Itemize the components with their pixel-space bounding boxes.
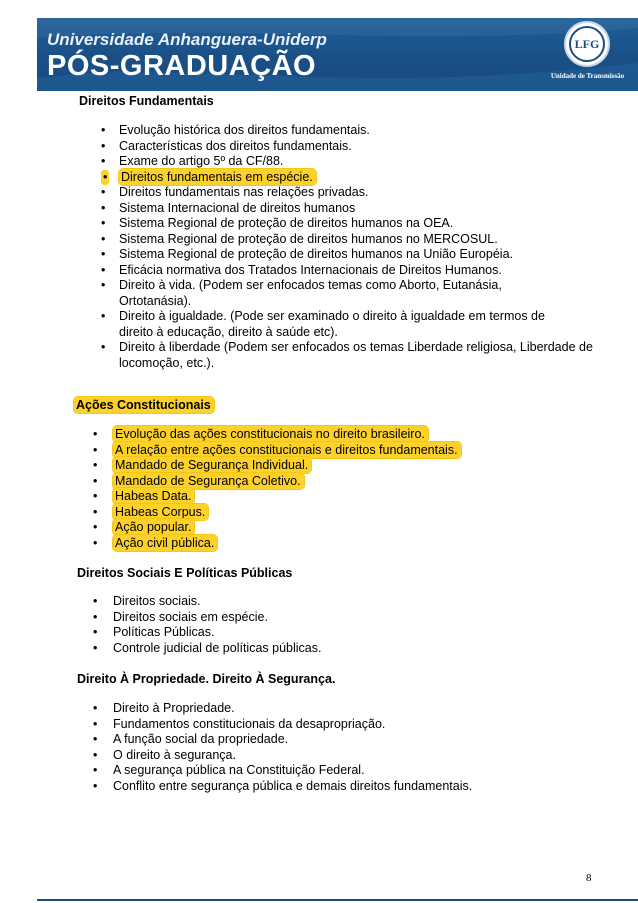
- bullet: •: [93, 701, 98, 715]
- list-item: • Evolução histórica dos direitos fundamentais.: [101, 123, 370, 137]
- section-title-propriedade-seguranca: Direito À Propriedade. Direito À Segurança.: [77, 672, 336, 686]
- list-item: • Direitos sociais.: [93, 594, 201, 608]
- list-item: • O direito à segurança.: [93, 747, 236, 762]
- list-item: • Exame do artigo 5º da CF/88.: [101, 154, 284, 168]
- list-item-highlighted: • Mandado de Segurança Individual.: [113, 458, 593, 474]
- bullet: •: [101, 154, 106, 168]
- bullet: •: [101, 309, 106, 323]
- bullet: •: [93, 427, 98, 441]
- list-item: • A segurança pública na Constituição Federal.: [93, 763, 365, 777]
- list-item: • Direito à liberdade (Podem ser enfocados os temas Liberdade religiosa, Liberdade de locomoção, etc.).: [101, 340, 593, 370]
- list-item: • Controle judicial de políticas públicas.: [93, 640, 322, 655]
- bullet: •: [101, 185, 106, 199]
- list-item: • Conflito entre segurança pública e demais direitos fundamentais.: [93, 778, 473, 793]
- bullet: •: [93, 732, 98, 746]
- bullet: •: [93, 594, 98, 608]
- list-item: • Fundamentos constitucionais da desapropriação.: [93, 716, 386, 731]
- page-number: 8: [586, 872, 592, 884]
- bullet: •: [101, 262, 106, 277]
- bullet: •: [101, 340, 106, 354]
- list-item: • Sistema Regional de proteção de direitos humanos na União Européia.: [101, 247, 513, 261]
- bullet: •: [93, 535, 98, 550]
- list-item-highlighted: • Habeas Data.: [113, 489, 593, 505]
- bullet: •: [101, 231, 106, 246]
- bullet: •: [93, 763, 98, 777]
- list-propriedade-seguranca: [93, 701, 593, 794]
- bullet: •: [93, 520, 98, 534]
- bullet: •: [101, 138, 106, 153]
- bullet: •: [93, 625, 98, 639]
- list-item-highlighted: • Direitos fundamentais em espécie.: [119, 170, 599, 186]
- list-item-highlighted: • Evolução das ações constitucionais no direito brasileiro.: [113, 427, 593, 443]
- list-direitos-fundamentais: [101, 123, 599, 371]
- bullet: •: [103, 169, 108, 184]
- list-item: • Direito à Propriedade.: [93, 701, 235, 715]
- bullet: •: [93, 716, 98, 731]
- bullet: •: [93, 747, 98, 762]
- list-item-highlighted: • Habeas Corpus.: [113, 505, 593, 521]
- list-item: • Sistema Internacional de direitos humanos: [101, 200, 356, 215]
- bullet: •: [101, 216, 106, 230]
- bullet: •: [93, 609, 98, 624]
- bullet: •: [93, 442, 98, 457]
- list-direitos-sociais: [93, 594, 593, 656]
- section-title-direitos-fundamentais: Direitos Fundamentais: [79, 94, 214, 108]
- bullet: •: [101, 278, 106, 292]
- list-item: • Políticas Públicas.: [93, 625, 215, 639]
- list-item: • Direito à vida. (Podem ser enfocados temas como Aborto, Eutanásia, Ortotanásia).: [101, 278, 502, 308]
- bullet: •: [93, 458, 98, 472]
- header-banner: [37, 18, 638, 91]
- list-item: • Sistema Regional de proteção de direitos humanos no MERCOSUL.: [101, 231, 498, 246]
- bullet: •: [101, 123, 106, 137]
- list-item: • Direitos fundamentais nas relações privadas.: [101, 185, 369, 199]
- list-item: • A função social da propriedade.: [93, 732, 289, 746]
- university-name: Universidade Anhanguera-Uniderp: [47, 30, 327, 49]
- list-item: • Sistema Regional de proteção de direitos humanos na OEA.: [101, 216, 454, 230]
- list-item: • Características dos direitos fundamentais.: [101, 138, 352, 153]
- bullet: •: [101, 200, 106, 215]
- bullet: •: [93, 640, 98, 655]
- bullet: •: [93, 778, 98, 793]
- section-title-acoes-constitucionais: Ações Constitucionais: [74, 398, 607, 413]
- list-item: • Direitos sociais em espécie.: [93, 609, 268, 624]
- list-item-highlighted: • A relação entre ações constitucionais e direitos fundamentais.: [113, 443, 593, 459]
- document-content: [77, 94, 607, 794]
- bullet: •: [101, 247, 106, 261]
- list-item: • Direito à igualdade. (Pode ser examinado o direito à igualdade em termos de direito à educação, direito à saúde etc).: [101, 309, 545, 339]
- list-item-highlighted: • Ação civil pública.: [113, 536, 593, 552]
- list-acoes-constitucionais: [93, 427, 593, 551]
- bullet: •: [93, 489, 98, 503]
- bullet: •: [93, 473, 98, 488]
- list-item-highlighted: • Mandado de Segurança Coletivo.: [113, 474, 593, 490]
- list-item: • Eficácia normativa dos Tratados Internacionais de Direitos Humanos.: [101, 262, 502, 277]
- lfg-logo-text: LFG: [569, 26, 605, 62]
- footer-rule: [37, 899, 638, 901]
- section-title-direitos-sociais: Direitos Sociais E Políticas Públicas: [77, 566, 293, 580]
- program-title: PÓS-GRADUAÇÃO: [47, 50, 317, 82]
- list-item-highlighted: • Ação popular.: [113, 520, 593, 536]
- logo-caption: Unidade de Transmissão: [550, 72, 625, 80]
- lfg-logo: [564, 21, 610, 67]
- bullet: •: [93, 504, 98, 519]
